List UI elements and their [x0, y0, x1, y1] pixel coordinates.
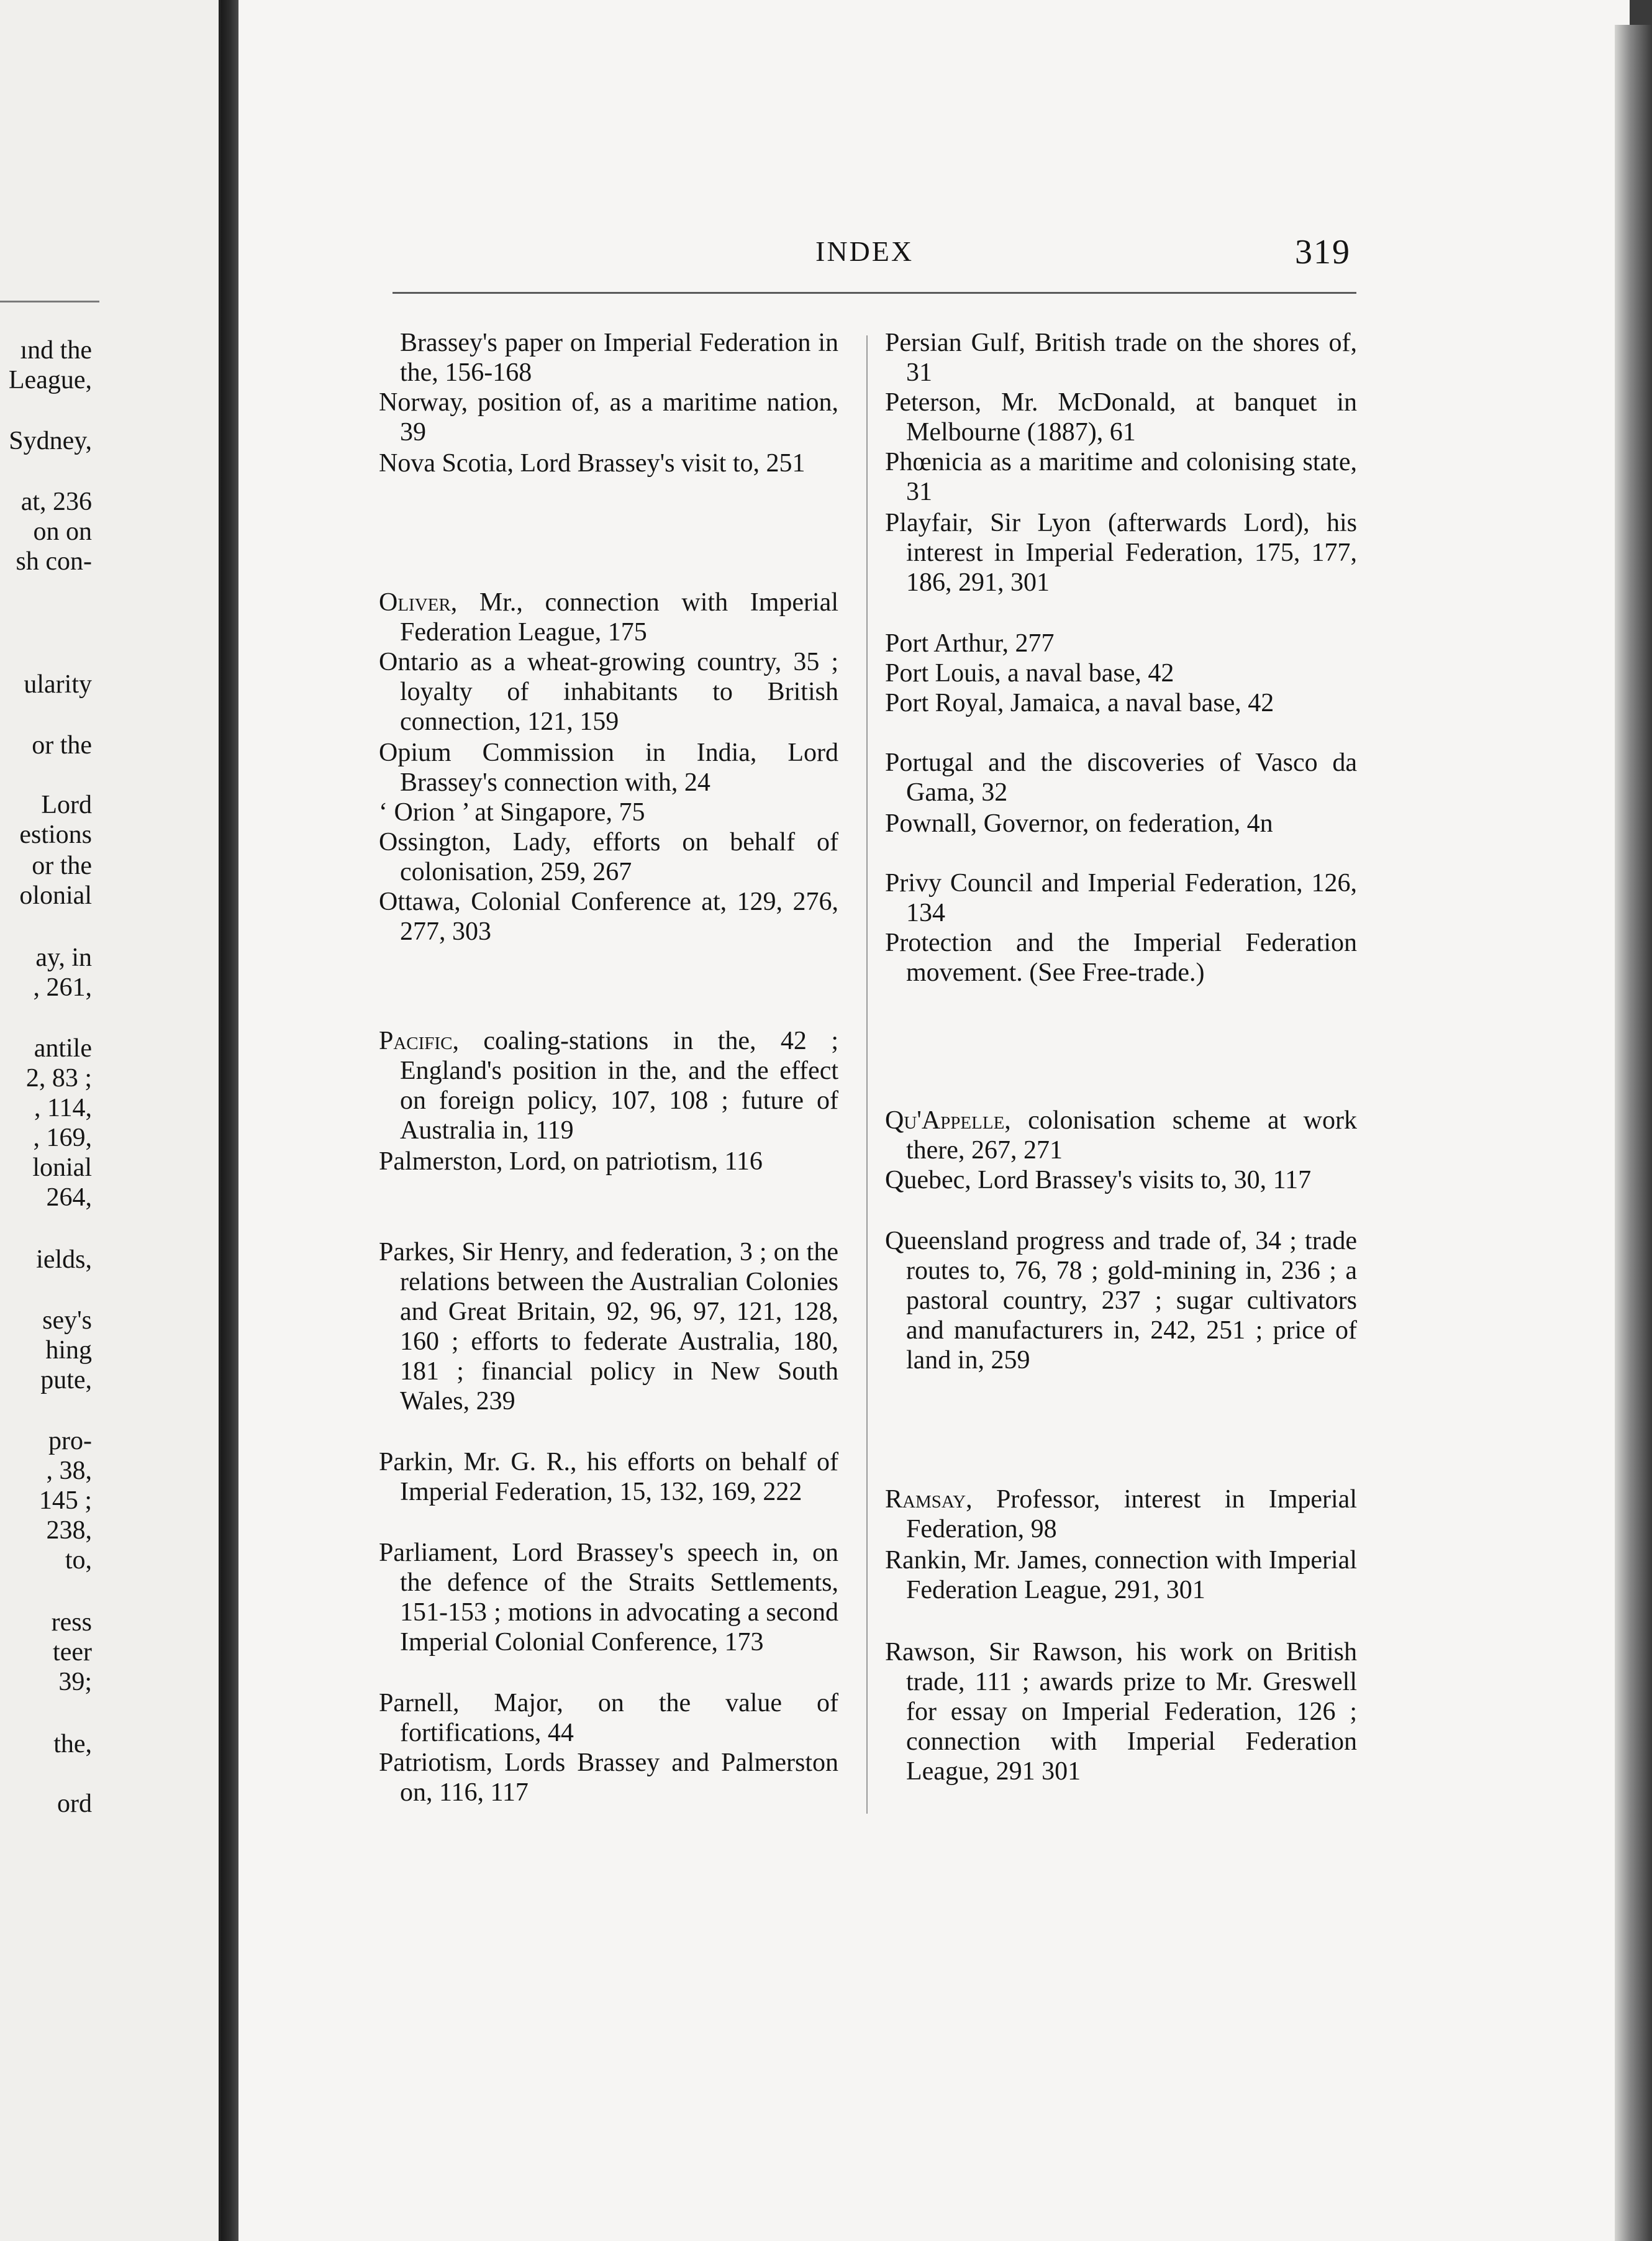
index-entry	[885, 328, 1357, 388]
index-entry-text: Rawson, Sir Rawson, his work on British trade, 111 ; awards prize to Mr. Greswell for essay on Imperial Federation, 126 ; connection with Imperial Federation League, 291 301	[885, 1638, 1357, 1786]
index-entry	[885, 1637, 1357, 1786]
facing-page-rule	[0, 301, 99, 302]
facing-page-line: 238,	[46, 1516, 92, 1545]
index-entry	[885, 809, 1357, 839]
index-entry-text: Port Louis, a naval base, 42	[885, 659, 1174, 688]
page-edge	[1615, 25, 1652, 2241]
index-entry	[379, 827, 838, 887]
section-lead-word: Oliver	[379, 588, 451, 617]
index-entry-text: Phœnicia as a maritime and colonising state, 31	[885, 448, 1357, 506]
facing-page-line: Sydney,	[9, 427, 92, 455]
index-entry	[885, 1165, 1357, 1195]
section-lead-word: Ramsay	[885, 1485, 966, 1514]
facing-page-line: pro-	[48, 1427, 92, 1455]
facing-page-line: , 38,	[46, 1457, 92, 1485]
facing-page-line: ularity	[24, 670, 92, 699]
index-entry-text: Opium Commission in India, Lord Brassey's connection with, 24	[379, 739, 838, 797]
index-entry-text: , Mr., connection with Imperial Federation League, 175	[400, 588, 838, 647]
facing-page-line: to,	[65, 1546, 92, 1575]
index-entry-text: Palmerston, Lord, on patriotism, 116	[379, 1147, 763, 1176]
index-entry-text: Portugal and the discoveries of Vasco da Gama, 32	[885, 748, 1357, 807]
facing-page-line: ress	[51, 1608, 92, 1637]
index-entry-text: Nova Scotia, Lord Brassey's visit to, 251	[379, 449, 806, 478]
facing-page-line: teer	[53, 1638, 92, 1666]
facing-page-line: League,	[8, 366, 92, 394]
index-entry-text: Peterson, Mr. McDonald, at banquet in Melbourne (1887), 61	[885, 388, 1357, 447]
index-entry-text: Persian Gulf, British trade on the shores of, 31	[885, 329, 1357, 387]
index-entry-text: Ontario as a wheat-growing country, 35 ; loyalty of inhabitants to British connection, 121, 159	[379, 648, 838, 736]
facing-page-line: estions	[19, 820, 92, 849]
facing-page-line: 145 ;	[39, 1486, 92, 1515]
index-entry	[379, 1237, 838, 1416]
index-entry	[885, 688, 1357, 718]
index-entry-text: , coaling-stations in the, 42 ; England's position in the, and the effect on foreign policy, 107, 108 ; future of Australia in, 119	[400, 1027, 838, 1145]
index-entry-text: Patriotism, Lords Brassey and Palmerston on, 116, 117	[379, 1748, 838, 1807]
index-entry	[885, 629, 1357, 658]
index-entry	[885, 658, 1357, 688]
facing-page-line: sey's	[42, 1306, 92, 1335]
index-entry	[379, 887, 838, 947]
index-entry	[379, 1447, 838, 1507]
index-entry	[885, 928, 1357, 988]
facing-page-line: ınd the	[20, 336, 92, 365]
index-entry	[379, 328, 838, 388]
index-entry-text: Port Arthur, 277	[885, 629, 1055, 658]
index-entry-text: Parkin, Mr. G. R., his efforts on behalf of Imperial Federation, 15, 132, 169, 222	[379, 1448, 838, 1506]
index-entry	[885, 508, 1357, 598]
index-entry	[885, 388, 1357, 447]
index-entry	[379, 1026, 838, 1145]
facing-page-line: pute,	[40, 1366, 92, 1394]
facing-page-line: 39;	[58, 1668, 92, 1696]
facing-page-line: ay, in	[35, 943, 92, 972]
index-entry-text: Norway, position of, as a maritime nation, 39	[379, 388, 838, 447]
facing-page-line: , 114,	[34, 1094, 92, 1122]
index-entry-text: Playfair, Sir Lyon (afterwards Lord), his interest in Imperial Federation, 175, 177, 186, 291, 301	[885, 509, 1357, 597]
facing-page-line: , 261,	[33, 973, 92, 1002]
facing-page-line: ields,	[36, 1245, 92, 1274]
index-entry	[885, 1106, 1357, 1165]
facing-page-fragment	[0, 0, 221, 2241]
index-entry	[885, 447, 1357, 507]
index-entry	[379, 647, 838, 737]
column-divider	[866, 335, 868, 1814]
index-entry-text: Queensland progress and trade of, 34 ; trade routes to, 76, 78 ; gold-mining in, 236 ; a pastoral country, 237 ; sugar cultivators and manufacturers in, 242, 251 ; price of land in, 259	[885, 1227, 1357, 1375]
facing-page-line: 264,	[46, 1183, 92, 1212]
index-entry-text: Brassey's paper on Imperial Federation in the, 156-168	[400, 329, 838, 387]
facing-page-line: or the	[32, 731, 92, 760]
index-entry	[379, 738, 838, 798]
index-entry	[885, 748, 1357, 807]
facing-page-line: antile	[34, 1034, 92, 1063]
facing-page-line: ord	[57, 1789, 92, 1818]
index-entry-text: Parnell, Major, on the value of fortifications, 44	[379, 1689, 838, 1747]
facing-page-line: 2, 83 ;	[25, 1064, 92, 1093]
index-entry	[885, 1484, 1357, 1544]
index-entry	[379, 388, 838, 447]
index-entry-text: Rankin, Mr. James, connection with Imperial Federation League, 291, 301	[885, 1546, 1357, 1604]
facing-page-line: , 169,	[33, 1124, 92, 1152]
section-lead-word: Pacific	[379, 1027, 453, 1055]
running-head: INDEX	[815, 235, 914, 267]
section-lead-word: Qu'Appelle	[885, 1106, 1005, 1135]
index-entry	[379, 798, 838, 827]
facing-page-line: hing	[45, 1336, 92, 1365]
index-entry	[379, 588, 838, 647]
index-entry-text: Quebec, Lord Brassey's visits to, 30, 117	[885, 1166, 1312, 1194]
index-entry	[885, 1226, 1357, 1375]
index-entry-text: ‘ Orion ’ at Singapore, 75	[379, 798, 645, 827]
facing-page-line: at, 236	[20, 488, 92, 516]
index-entry-text: Pownall, Governor, on federation, 4n	[885, 809, 1273, 838]
index-entry	[885, 1545, 1357, 1605]
index-entry-text: Ottawa, Colonial Conference at, 129, 276, 277, 303	[379, 888, 838, 946]
index-entry-text: Privy Council and Imperial Federation, 126, 134	[885, 869, 1357, 927]
index-entry-text: Port Royal, Jamaica, a naval base, 42	[885, 689, 1274, 717]
index-entry-text: , Professor, interest in Imperial Federation, 98	[906, 1485, 1357, 1543]
facing-page-line: or the	[32, 852, 92, 880]
index-entry-text: Ossington, Lady, efforts on behalf of colonisation, 259, 267	[379, 828, 838, 886]
facing-page-line: olonial	[19, 881, 92, 910]
index-column-left	[379, 0, 838, 2241]
index-entry	[885, 868, 1357, 928]
index-entry	[379, 1748, 838, 1807]
index-entry	[379, 1538, 838, 1657]
book-gutter	[221, 0, 238, 2241]
page-number: 319	[1295, 233, 1351, 271]
index-entry	[379, 448, 838, 478]
index-entry	[379, 1147, 838, 1176]
index-entry	[379, 1688, 838, 1748]
index-entry-text: Parkes, Sir Henry, and federation, 3 ; on the relations between the Australian Colonies and Great Britain, 92, 96, 97, 121, 128, 160 ; efforts to federate Australia, 180, 181 ; financial policy in New South Wales, 239	[379, 1238, 838, 1416]
facing-page-line: on on	[33, 517, 92, 546]
facing-page-line: the,	[53, 1730, 92, 1758]
facing-page-line: lonial	[32, 1153, 92, 1182]
index-entry-text: Parliament, Lord Brassey's speech in, on the defence of the Straits Settlements, 151-153 ; motions in advocating a second Imperial Colonial Conference, 173	[379, 1539, 838, 1657]
index-entry-text: , colonisation scheme at work there, 267, 271	[906, 1106, 1357, 1165]
index-column-right	[885, 0, 1357, 2241]
index-entry-text: Protection and the Imperial Federation movement. (See Free-trade.)	[885, 929, 1357, 987]
facing-page-line: Lord	[41, 791, 92, 819]
facing-page-line: sh con-	[16, 547, 92, 576]
